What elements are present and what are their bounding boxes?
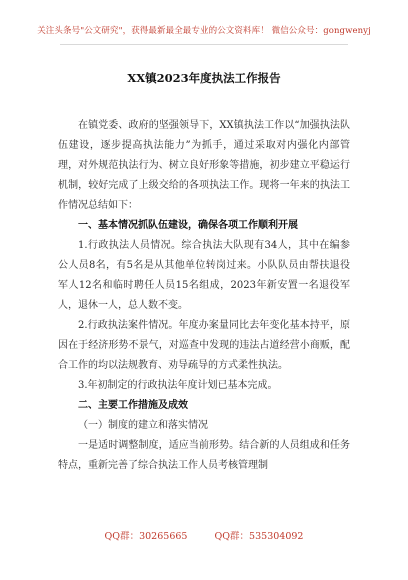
body-paragraph: 1.行政执法人员情况。综合执法大队现有34人，其中在编参公人员8名，有5名是从其他单位转岗过来。小队队员由帮扶退役军人12名和临时聘任人员15名组成，2023年新安置一名退役军人，退休一人，总人数不变。 bbox=[58, 240, 350, 311]
body-paragraph: 2.行政执法案件情况。年度办案量同比去年变化基本持平，原因在于经济形势不景气，对巡查中发现的违法占道经营小商贩，配合工作的均以法规教育、劝导疏导的方式柔性执法。 bbox=[58, 320, 350, 371]
document-title: XX镇2023年度执法工作报告 bbox=[127, 71, 281, 85]
body-paragraph: 一是适时调整制度，适应当前形势。结合新的人员组成和任务特点，重新完善了综合执法工作人员考核管理制 bbox=[58, 440, 350, 471]
header-divider bbox=[60, 44, 348, 45]
footer-contact bbox=[0, 528, 408, 542]
header-promo-note: 关注头条号"公文研究"，获得最新最全最专业的公文资料库！ 微信公众号：gongwenyj bbox=[37, 26, 371, 36]
footer-qq-group-1: QQ群：30265665 bbox=[104, 531, 188, 542]
subsection-heading: （一）制度的建立和落实情况 bbox=[78, 420, 208, 431]
footer-qq-group-2: QQ群：535304092 bbox=[214, 531, 304, 542]
section-heading-2: 二、主要工作措施及成效 bbox=[78, 400, 188, 411]
section-heading-1: 一、基本情况抓队伍建设，确保各项工作顺利开展 bbox=[78, 220, 298, 231]
body-paragraph: 3.年初制定的行政执法年度计划已基本完成。 bbox=[78, 380, 278, 391]
intro-paragraph: 在镇党委、政府的坚强领导下，XX镇执法工作以“加强执法队伍建设，逐步提高执法能力”为抓手，通过采取对内强化内部管理，对外规范执法行为、树立良好形象等措施，初步建立平稳运行机制，较好完成了上级交给的各项执法工作。现将一年来的执法工作情况总结如下： bbox=[58, 120, 350, 211]
document-body bbox=[58, 116, 350, 476]
